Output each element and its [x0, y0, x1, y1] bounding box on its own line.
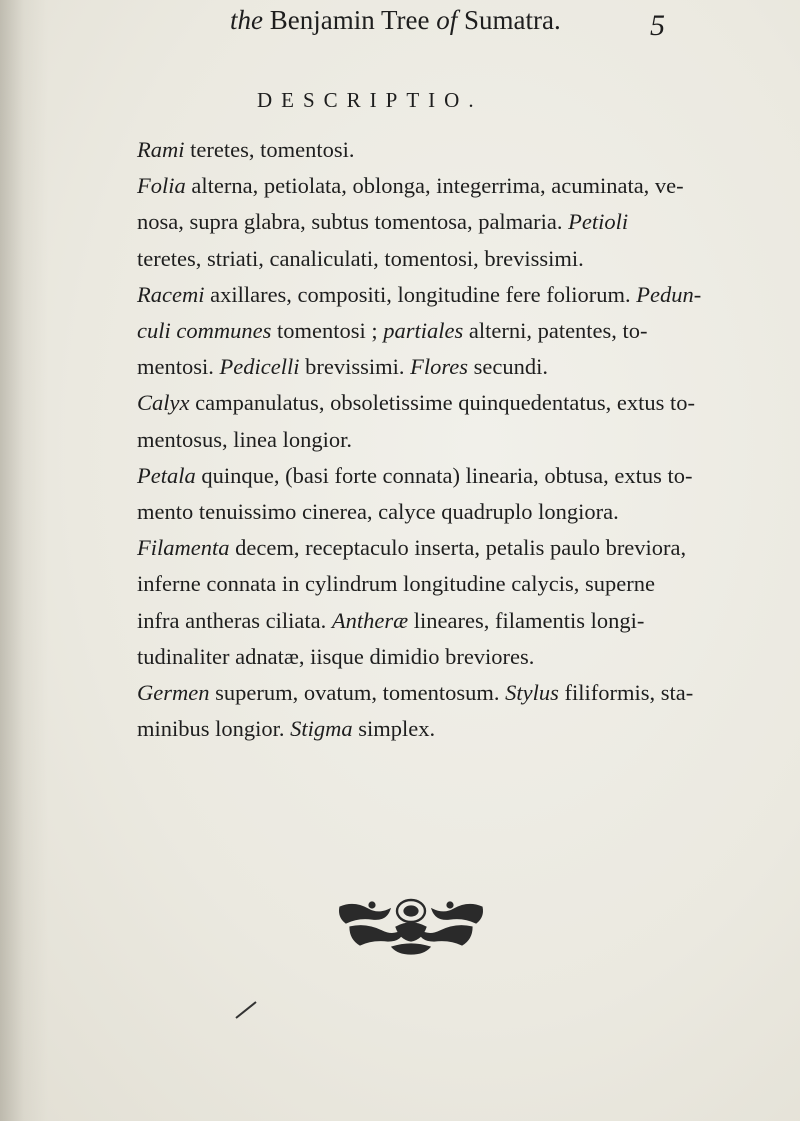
entry-text: campanulatus, obsoletissime quinquedentatus, extus to- — [195, 390, 696, 416]
entry-text: quinque, (basi forte connata) linearia, obtusa, extus to- — [201, 462, 693, 488]
text-line — [137, 385, 797, 421]
term-pedunculi: Pedun- — [636, 281, 702, 307]
text-line — [137, 168, 797, 204]
text-line — [137, 494, 797, 530]
term-rami: Rami — [137, 137, 185, 162]
term-antherae: Antheræ — [331, 607, 409, 633]
running-title-benjamin-tree: Benjamin Tree — [269, 5, 430, 35]
entry-text: inferne connata in cylindrum longitudine calycis, superne — [137, 571, 655, 597]
text-line — [137, 603, 797, 639]
text-line — [137, 458, 797, 494]
term-partiales: partiales — [383, 318, 464, 344]
entry-text: tomentosi ; — [276, 318, 378, 344]
text-line — [137, 313, 797, 349]
entry-germen — [137, 675, 797, 747]
entry-text: decem, receptaculo inserta, petalis paulo breviora, — [235, 535, 687, 561]
term-racemi: Racemi — [137, 281, 205, 307]
text-line — [137, 639, 797, 675]
term-petala: Petala — [137, 462, 196, 488]
decorative-ornament-icon — [332, 897, 490, 955]
entry-text: tudinaliter adnatæ, iisque dimidio breviores. — [137, 643, 535, 669]
section-heading: DESCRIPTIO. — [257, 88, 483, 112]
entry-text: lineares, filamentis longi- — [413, 607, 645, 633]
entry-text: superum, ovatum, tomentosum. — [215, 680, 500, 706]
running-title-of: of — [436, 5, 458, 35]
entry-text: alterni, patentes, to- — [468, 318, 648, 344]
entry-text: teretes, striati, canaliculati, tomentosi, brevissimi. — [137, 245, 584, 271]
entry-text: minibus longior. — [137, 716, 285, 742]
term-folia: Folia — [137, 173, 186, 199]
running-title — [230, 2, 561, 38]
entry-text: filiformis, sta- — [564, 680, 694, 706]
running-title-the: the — [230, 5, 263, 35]
term-petioli: Petioli — [568, 209, 629, 235]
term-calyx: Calyx — [137, 390, 190, 416]
text-line — [137, 422, 797, 458]
entry-text: mento tenuissimo cinerea, calyce quadruplo longiora. — [137, 499, 619, 525]
entry-text: mentosi. — [137, 354, 214, 380]
text-line — [137, 204, 797, 240]
entry-text: mentosus, linea longior. — [137, 426, 352, 452]
term-filamenta: Filamenta — [137, 535, 230, 561]
page-header — [0, 2, 800, 42]
entry-text: brevissimi. — [305, 354, 405, 380]
text-line — [137, 349, 797, 385]
entry-text: secundi. — [473, 354, 548, 380]
term-stylus: Stylus — [505, 680, 559, 706]
page-number: 5 — [650, 9, 665, 42]
entry-rami — [137, 132, 797, 168]
entry-text: simplex. — [358, 716, 436, 742]
entry-text: axillares, compositi, longitudine fere foliorum. — [210, 281, 631, 307]
entry-petala — [137, 458, 797, 530]
entry-text: infra antheras ciliata. — [137, 607, 327, 633]
term-stigma: Stigma — [290, 716, 353, 742]
entry-text: alterna, petiolata, oblonga, integerrima, acuminata, ve- — [191, 173, 684, 199]
entry-folia — [137, 168, 797, 277]
entry-text: teretes, tomentosi. — [190, 137, 355, 162]
text-line — [137, 530, 797, 566]
term-culi-communes: culi communes — [137, 318, 272, 344]
running-title-sumatra: Sumatra. — [464, 5, 561, 35]
page-gutter-shadow — [0, 0, 48, 1121]
entry-racemi — [137, 277, 797, 386]
text-line — [137, 241, 797, 277]
text-line — [137, 132, 797, 168]
text-line — [137, 675, 797, 711]
term-flores: Flores — [410, 354, 469, 380]
entry-text: nosa, supra glabra, subtus tomentosa, palmaria. — [137, 209, 563, 235]
entry-calyx — [137, 385, 797, 457]
description-body — [137, 132, 797, 747]
term-germen: Germen — [137, 680, 210, 706]
entry-filamenta — [137, 530, 797, 675]
text-line — [137, 277, 797, 313]
stray-ink-mark-icon — [234, 1000, 258, 1020]
text-line — [137, 711, 797, 747]
text-line — [137, 566, 797, 602]
term-pedicelli: Pedicelli — [219, 354, 300, 380]
